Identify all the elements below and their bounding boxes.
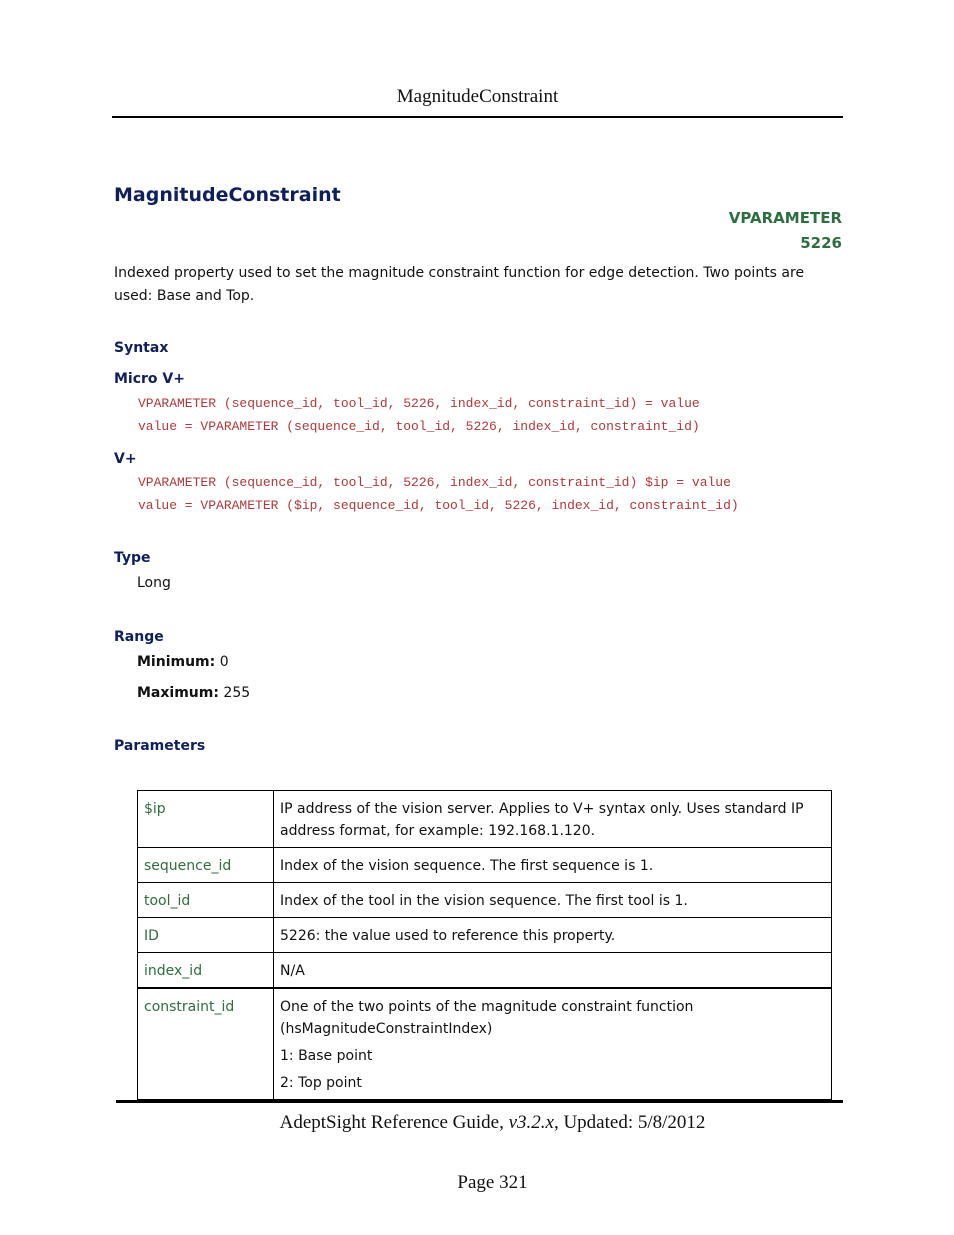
range-maximum bbox=[137, 685, 250, 701]
param-name: $ip bbox=[138, 791, 274, 848]
range-maximum-value: 255 bbox=[223, 685, 251, 701]
param-option-top: 2: Top point bbox=[280, 1075, 362, 1091]
microvplus-syntax-line: value = VPARAMETER (sequence_id, tool_id, 5226, index_id, constraint_id) bbox=[138, 419, 700, 434]
microvplus-syntax-line: VPARAMETER (sequence_id, tool_id, 5226, index_id, constraint_id) = value bbox=[138, 396, 700, 411]
param-description: Index of the tool in the vision sequence. The first tool is 1. bbox=[274, 883, 832, 918]
param-name: tool_id bbox=[138, 883, 274, 918]
param-name: constraint_id bbox=[138, 988, 274, 1100]
parameters-heading: Parameters bbox=[114, 738, 206, 754]
running-header: MagnitudeConstraint bbox=[396, 86, 559, 107]
param-name: index_id bbox=[138, 953, 274, 989]
param-description: 5226: the value used to reference this property. bbox=[274, 918, 832, 953]
param-description: IP address of the vision server. Applies to V+ syntax only. Uses standard IP address format, for example: 192.168.1.120. bbox=[274, 791, 832, 848]
table-row bbox=[138, 953, 832, 989]
parameters-table bbox=[137, 790, 832, 1100]
description: Indexed property used to set the magnitude constraint function for edge detection. Two points are used: Base and Top. bbox=[114, 265, 805, 304]
syntax-heading: Syntax bbox=[114, 340, 169, 356]
param-name: ID bbox=[138, 918, 274, 953]
footer-version: , v3.2.x bbox=[499, 1112, 554, 1133]
param-name: sequence_id bbox=[138, 848, 274, 883]
param-description: N/A bbox=[274, 953, 832, 989]
param-description: Index of the vision sequence. The first sequence is 1. bbox=[274, 848, 832, 883]
table-row bbox=[138, 883, 832, 918]
microvplus-heading: Micro V+ bbox=[114, 371, 185, 387]
page-title: MagnitudeConstraint bbox=[114, 184, 341, 206]
type-heading: Type bbox=[114, 550, 151, 566]
vplus-syntax-line: VPARAMETER (sequence_id, tool_id, 5226, index_id, constraint_id) $ip = value bbox=[138, 475, 731, 490]
category-number: 5226 bbox=[800, 234, 842, 252]
param-description-text: One of the two points of the magnitude constraint function (hsMagnitudeConstraintIndex) bbox=[280, 999, 694, 1037]
footer-rule bbox=[116, 1100, 843, 1103]
param-description bbox=[274, 988, 832, 1100]
footer-updated: , Updated: 5/8/2012 bbox=[553, 1112, 706, 1133]
range-minimum-value: 0 bbox=[219, 654, 229, 670]
table-row bbox=[138, 988, 832, 1100]
header-rule bbox=[112, 116, 843, 118]
table-row bbox=[138, 791, 832, 848]
vplus-heading: V+ bbox=[114, 451, 137, 467]
range-maximum-label: Maximum: bbox=[137, 685, 219, 701]
page-number: Page 321 bbox=[457, 1172, 528, 1193]
type-value: Long bbox=[137, 575, 171, 591]
footer-guide-info bbox=[116, 1112, 869, 1134]
range-minimum-label: Minimum: bbox=[137, 654, 216, 670]
range-heading: Range bbox=[114, 629, 164, 645]
param-option-base: 1: Base point bbox=[280, 1048, 373, 1064]
table-row bbox=[138, 848, 832, 883]
table-row bbox=[138, 918, 832, 953]
category-label: VPARAMETER bbox=[728, 209, 842, 227]
vplus-syntax-line: value = VPARAMETER ($ip, sequence_id, tool_id, 5226, index_id, constraint_id) bbox=[138, 498, 739, 513]
range-minimum bbox=[137, 654, 229, 670]
footer-guide-title: AdeptSight Reference Guide bbox=[279, 1112, 500, 1133]
